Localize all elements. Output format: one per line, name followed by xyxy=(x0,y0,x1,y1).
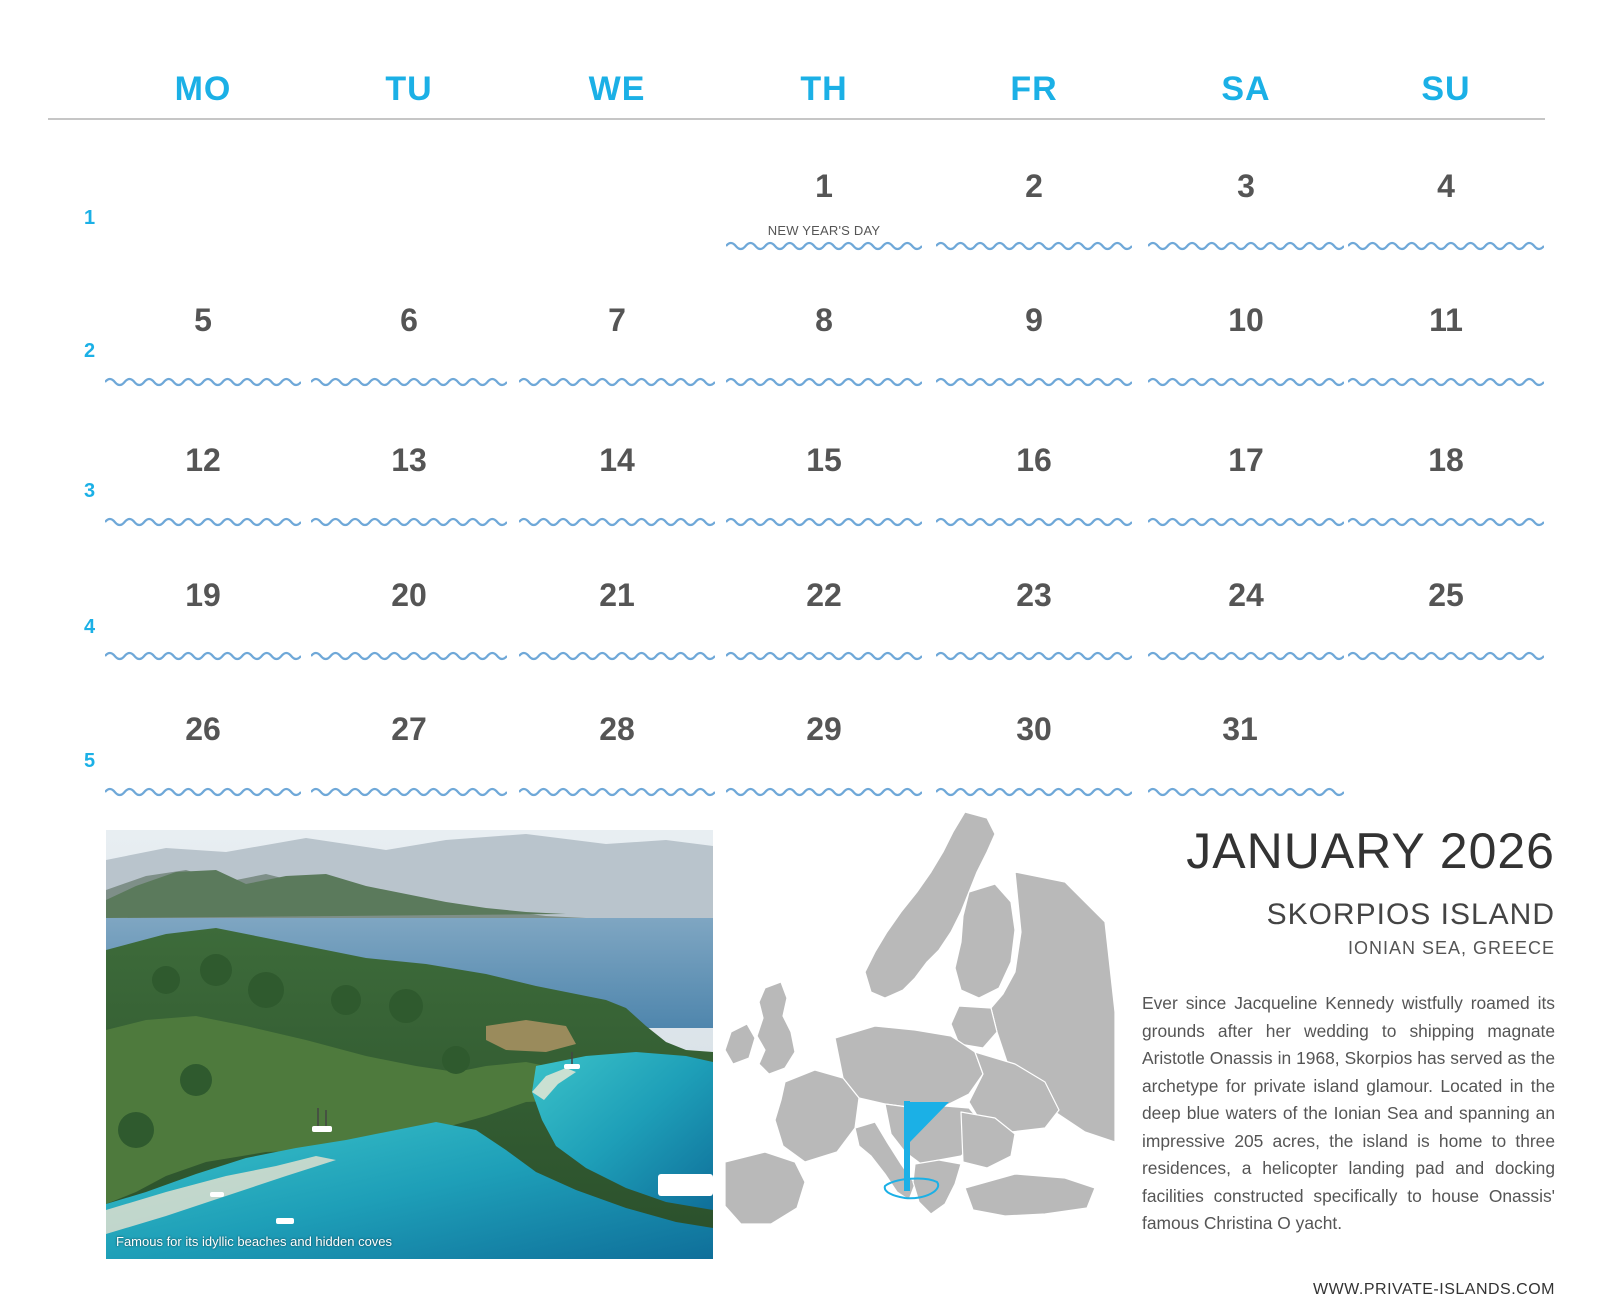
holiday-label: NEW YEAR'S DAY xyxy=(767,223,881,238)
day-cell-date[interactable]: 29 xyxy=(806,711,842,747)
day-cell-date[interactable]: 14 xyxy=(599,442,635,478)
wave-divider xyxy=(936,240,1132,252)
wave-divider xyxy=(105,376,301,388)
island-description: Ever since Jacqueline Kennedy wistfully roamed its grounds after her wedding to shipping magnate Aristotle Onassis in 1968, Skorpios has served as the archetype for private island glamour. Located in the deep blue waters of the Ionian Sea and spanning an impressive 205 acres, the island is home to three residences, a helicopter landing pad and docking facilities constructed specifically to house Onassis' famous Christina O yacht. xyxy=(1142,993,1555,1233)
day-cell-date[interactable]: 9 xyxy=(1025,302,1043,338)
wave-divider xyxy=(311,516,507,528)
day-cell-date[interactable]: 10 xyxy=(1228,302,1264,338)
day-cell-date[interactable]: 23 xyxy=(1016,577,1052,613)
wave-divider xyxy=(1148,376,1344,388)
island-location: IONIAN SEA, GREECE xyxy=(1347,938,1555,958)
day-cell-date[interactable]: 11 xyxy=(1429,302,1463,338)
wave-divider xyxy=(1348,516,1544,528)
day-cell-date[interactable]: 2 xyxy=(1025,168,1043,204)
day-name-mo: MO xyxy=(174,70,232,108)
day-name-we: WE xyxy=(588,70,646,108)
day-cell-date[interactable]: 16 xyxy=(1016,442,1052,478)
day-cell-date[interactable]: 4 xyxy=(1437,168,1455,204)
wave-divider xyxy=(519,516,715,528)
day-cell-date[interactable]: 12 xyxy=(185,442,221,478)
wave-divider xyxy=(726,516,922,528)
wave-divider xyxy=(726,650,922,662)
wave-divider xyxy=(726,786,922,798)
day-cell-date[interactable]: 21 xyxy=(599,577,635,613)
day-cell-date[interactable]: 24 xyxy=(1228,577,1264,613)
day-cell-date[interactable]: 27 xyxy=(391,711,427,747)
day-cell-date[interactable]: 1 xyxy=(815,168,833,204)
day-cell-date[interactable]: 7 xyxy=(608,302,626,338)
day-cell-date[interactable]: 28 xyxy=(599,711,635,747)
month-title: JANUARY 2026 xyxy=(1186,823,1555,879)
island-photo-image xyxy=(106,830,713,1259)
header-divider xyxy=(48,118,1545,120)
wave-divider xyxy=(105,786,301,798)
island-name: SKORPIOS ISLAND xyxy=(1266,898,1555,931)
day-cell-date[interactable]: 18 xyxy=(1428,442,1464,478)
week-number: 2 xyxy=(84,340,96,362)
day-cell-date[interactable]: 5 xyxy=(194,302,212,338)
wave-divider xyxy=(936,516,1132,528)
wave-divider xyxy=(519,786,715,798)
day-cell-date[interactable]: 15 xyxy=(806,442,842,478)
day-cell-date[interactable]: 13 xyxy=(391,442,427,478)
wave-divider xyxy=(1148,650,1344,662)
wave-divider xyxy=(1148,240,1344,252)
wave-divider xyxy=(936,786,1132,798)
wave-divider xyxy=(519,376,715,388)
wave-divider xyxy=(1348,240,1544,252)
europe-map xyxy=(725,812,1115,1262)
week-number: 4 xyxy=(84,616,96,638)
wave-divider xyxy=(1348,376,1544,388)
day-cell-date[interactable]: 3 xyxy=(1237,168,1255,204)
wave-divider xyxy=(1348,650,1544,662)
day-cell-date[interactable]: 6 xyxy=(400,302,418,338)
wave-divider xyxy=(1148,786,1344,798)
day-name-sa: SA xyxy=(1221,70,1271,108)
day-cell-date[interactable]: 17 xyxy=(1228,442,1264,478)
day-cell-date[interactable]: 20 xyxy=(391,577,427,613)
day-cell-date[interactable]: 31 xyxy=(1222,711,1258,747)
week-number: 5 xyxy=(84,750,96,772)
wave-divider xyxy=(519,650,715,662)
day-cell-date[interactable]: 22 xyxy=(806,577,842,613)
week-number: 3 xyxy=(84,480,96,502)
wave-divider xyxy=(311,650,507,662)
day-cell-date[interactable]: 19 xyxy=(185,577,221,613)
day-cell-date[interactable]: 25 xyxy=(1428,577,1464,613)
wave-divider xyxy=(726,240,922,252)
island-photo xyxy=(106,830,713,1259)
wave-divider xyxy=(1148,516,1344,528)
wave-divider xyxy=(936,376,1132,388)
day-cell-date[interactable]: 30 xyxy=(1016,711,1052,747)
day-name-su: SU xyxy=(1421,70,1471,108)
wave-divider xyxy=(936,650,1132,662)
photo-caption: Famous for its idyllic beaches and hidden coves xyxy=(116,1234,393,1249)
wave-divider xyxy=(105,516,301,528)
wave-divider xyxy=(105,650,301,662)
wave-divider xyxy=(726,376,922,388)
day-cell-date[interactable]: 26 xyxy=(185,711,221,747)
wave-divider xyxy=(311,376,507,388)
wave-divider xyxy=(311,786,507,798)
day-cell-date[interactable]: 8 xyxy=(815,302,833,338)
day-name-fr: FR xyxy=(1010,70,1058,108)
day-name-th: TH xyxy=(800,70,848,108)
day-name-tu: TU xyxy=(385,70,433,108)
week-number: 1 xyxy=(84,207,96,229)
weekday-header xyxy=(0,0,1600,130)
website-link[interactable]: WWW.PRIVATE-ISLANDS.COM xyxy=(1312,1281,1555,1298)
europe-landmass xyxy=(725,812,1115,1224)
